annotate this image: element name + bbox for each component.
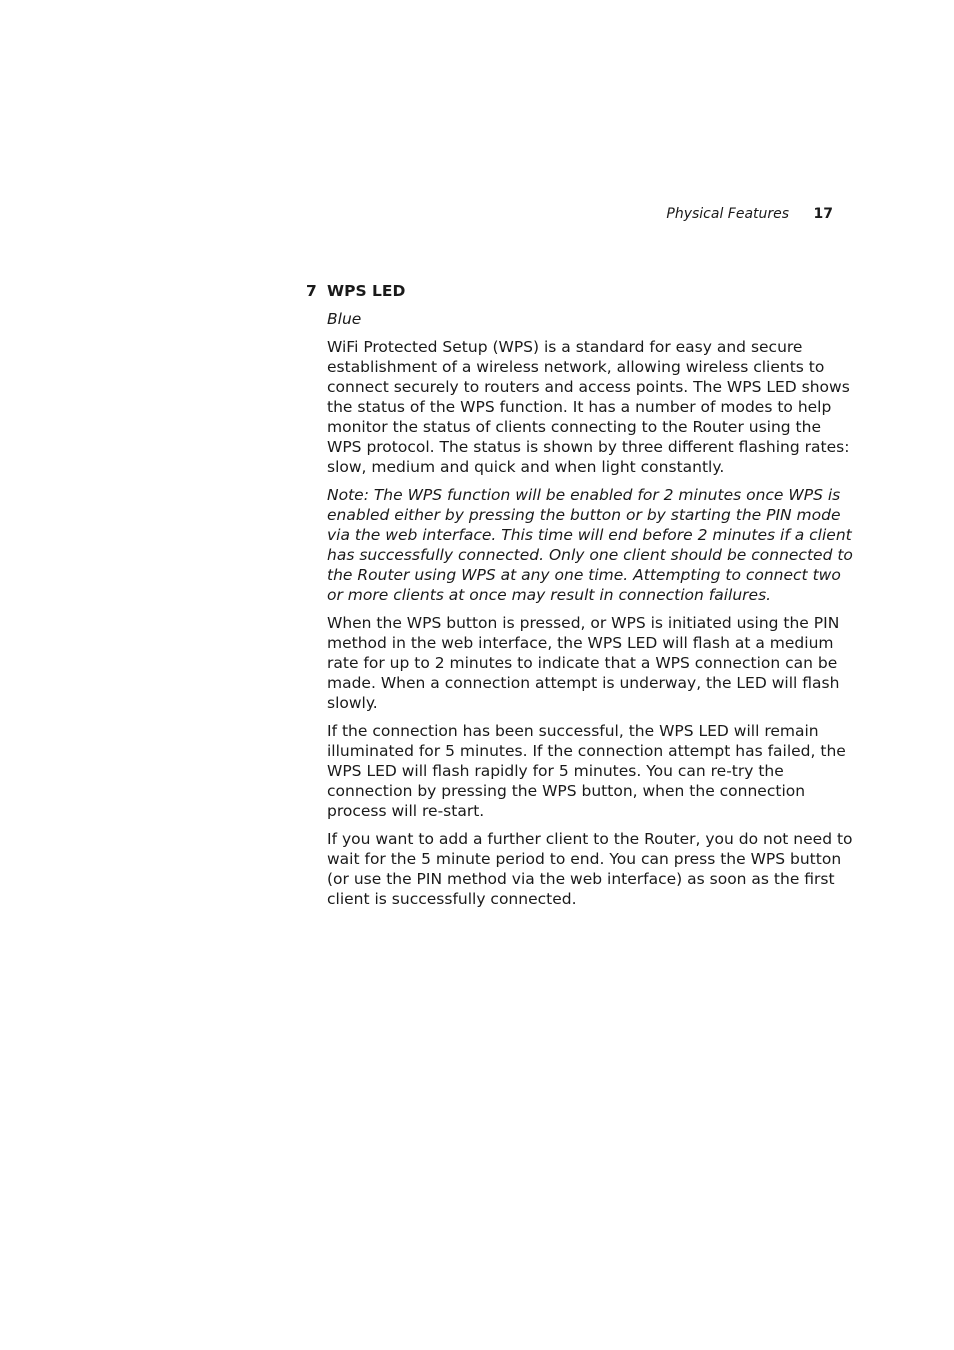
paragraph-medium-flash: When the WPS button is pressed, or WPS is initiated using the PIN method in the web interface, the WPS LED will flash at a medium rate for up to 2 minutes to indicate that a WPS connection can be made. When a connection attempt is underway, the LED will flash slowly. bbox=[327, 614, 840, 712]
paragraph-intro: WiFi Protected Setup (WPS) is a standard for easy and secure establishment of a wireless network, allowing wireless clients to connect securely to routers and access points. The WPS LED shows the status of the WPS function. It has a number of modes to help monitor the status of clients connecting to the Router using the WPS protocol. The status is shown by three different flashing rates: slow, medium and quick and when light constantly. bbox=[327, 338, 850, 476]
item-body bbox=[327, 309, 854, 909]
paragraph-further-client: If you want to add a further client to the Router, you do not need to wait for the 5 minute period to end. You can press the WPS button (or use the PIN method via the web interface) as soon as the first client is successfully connected. bbox=[327, 830, 853, 908]
page-number: 17 bbox=[813, 206, 833, 222]
item-heading bbox=[306, 281, 854, 301]
item-number: 7 bbox=[306, 282, 317, 300]
header-section-title: Physical Features bbox=[666, 206, 790, 222]
running-header bbox=[666, 204, 833, 224]
paragraph-note: Note: The WPS function will be enabled for 2 minutes once WPS is enabled either by pressing the button or by starting the PIN mode via the web interface. This time will end before 2 minutes if a client has successfully connected. Only one client should be connected to the Router using WPS at any one time. Attempting to connect two or more clients at once may result in connection failures. bbox=[327, 486, 853, 604]
item-title: WPS LED bbox=[327, 282, 406, 300]
paragraph-success-fail: If the connection has been successful, the WPS LED will remain illuminated for 5 minutes. If the connection attempt has failed, the WPS LED will flash rapidly for 5 minutes. You can re-try the connection by pressing the WPS button, when the connection process will re-start. bbox=[327, 722, 846, 820]
wps-led-section bbox=[306, 281, 854, 917]
led-color: Blue bbox=[327, 310, 362, 328]
